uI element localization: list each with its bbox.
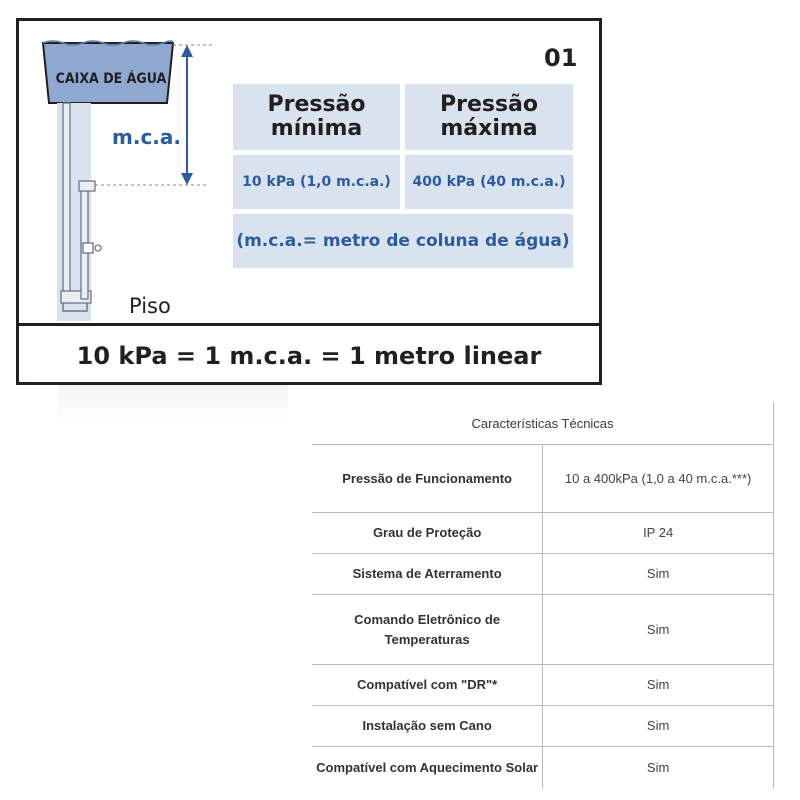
specs-header-row xyxy=(312,402,774,445)
table-row xyxy=(312,595,774,665)
specs-title: Características Técnicas xyxy=(312,402,774,445)
table-row xyxy=(312,665,774,706)
spec-value: Sim xyxy=(543,665,774,706)
pressure-diagram-panel xyxy=(16,18,602,385)
valve-handle xyxy=(95,245,101,251)
floor-label: Piso xyxy=(129,294,171,318)
table-row xyxy=(312,747,774,789)
technical-specs-table xyxy=(312,402,774,789)
min-pressure-value: 10 kPa (1,0 m.c.a.) xyxy=(233,155,400,209)
min-pressure-header-line1: Pressão xyxy=(267,92,366,117)
table-row xyxy=(312,513,774,554)
min-pressure-header xyxy=(233,84,400,150)
height-arrow-top xyxy=(181,45,193,57)
panel-number: 01 xyxy=(544,44,578,72)
valve xyxy=(83,243,93,253)
table-row xyxy=(312,706,774,747)
max-pressure-header-line2: máxima xyxy=(440,116,538,141)
max-pressure-header xyxy=(405,84,573,150)
spec-value: Sim xyxy=(543,706,774,747)
spec-label: Pressão de Funcionamento xyxy=(312,445,543,513)
pipe-top-elbow xyxy=(79,181,95,191)
spec-label: Compatível com "DR"* xyxy=(312,665,543,706)
max-pressure-value: 400 kPa (40 m.c.a.) xyxy=(405,155,573,209)
mca-definition-note: (m.c.a.= metro de coluna de água) xyxy=(233,214,573,268)
spec-label: Grau de Proteção xyxy=(312,513,543,554)
table-row xyxy=(312,554,774,595)
spec-value: Sim xyxy=(543,595,774,665)
height-arrow-bottom xyxy=(181,173,193,185)
water-tank-label: CAIXA DE ÁGUA xyxy=(55,71,167,87)
table-row xyxy=(312,445,774,513)
spec-label: Sistema de Aterramento xyxy=(312,554,543,595)
supply-pipe xyxy=(63,103,70,303)
spec-value: Sim xyxy=(543,554,774,595)
spec-value: 10 a 400kPa (1,0 a 40 m.c.a.***) xyxy=(543,445,774,513)
spec-value: Sim xyxy=(543,747,774,789)
pressure-equivalence-formula: 10 kPa = 1 m.c.a. = 1 metro linear xyxy=(19,323,599,385)
max-pressure-header-line1: Pressão xyxy=(439,92,539,117)
spec-label: Compatível com Aquecimento Solar xyxy=(312,747,543,789)
spec-value: IP 24 xyxy=(543,513,774,554)
panel-shadow xyxy=(58,385,288,423)
spec-label: Comando Eletrônico de Temperaturas xyxy=(312,595,543,665)
min-pressure-header-line2: mínima xyxy=(270,116,363,141)
mca-height-label: m.c.a. xyxy=(112,125,181,149)
spec-label: Instalação sem Cano xyxy=(312,706,543,747)
